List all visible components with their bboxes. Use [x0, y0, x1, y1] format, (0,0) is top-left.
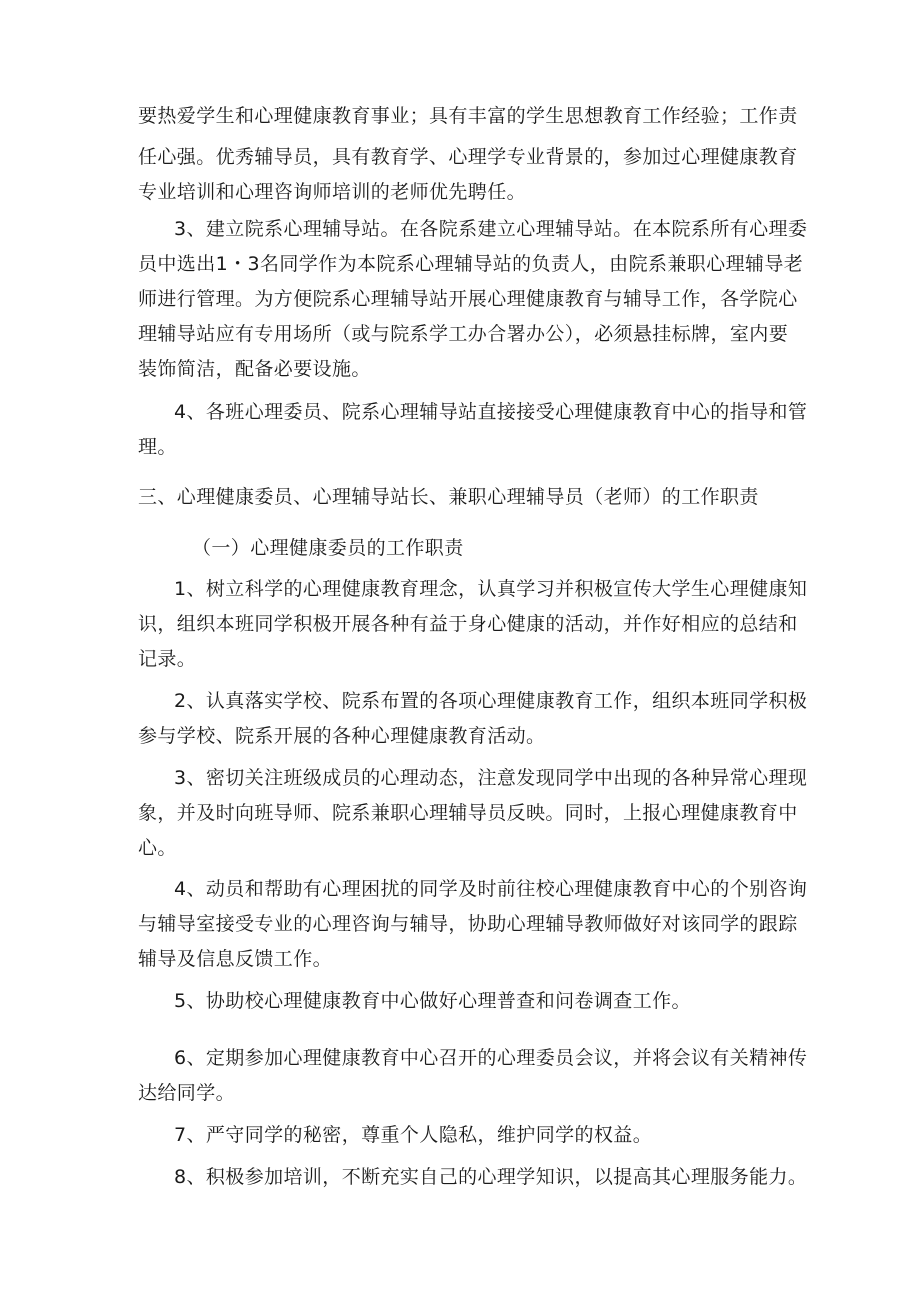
- paragraph-line: 辅导及信息反馈工作。: [138, 948, 333, 970]
- paragraph-line: 要热爱学生和心理健康教育事业；具有丰富的学生思想教育工作经验；工作责: [138, 105, 798, 127]
- paragraph-line: 4、各班心理委员、院系心理辅导站直接接受心理健康教育中心的指导和管: [174, 401, 808, 423]
- paragraph-line: 与辅导室接受专业的心理咨询与辅导，协助心理辅导教师做好对该同学的跟踪: [138, 913, 798, 935]
- paragraph-line: 理辅导站应有专用场所（或与院系学工办合署办公），必须悬挂标牌，室内要: [138, 323, 789, 345]
- paragraph-line: 心。: [138, 837, 177, 859]
- paragraph-line: 理。: [138, 436, 177, 458]
- paragraph-line: 1、树立科学的心理健康教育理念，认真学习并积极宣传大学生心理健康知: [174, 578, 808, 600]
- section-heading: 三、心理健康委员、心理辅导站长、兼职心理辅导员（老师）的工作职责: [138, 486, 759, 508]
- paragraph-line: 参与学校、院系开展的各种心理健康教育活动。: [138, 725, 546, 747]
- paragraph-line: 2、认真落实学校、院系布置的各项心理健康教育工作，组织本班同学积极: [174, 690, 808, 712]
- paragraph-line: 记录。: [138, 648, 197, 670]
- paragraph-line: 专业培训和心理咨询师培训的老师优先聘任。: [138, 181, 527, 203]
- paragraph-line: 师进行管理。为方便院系心理辅导站开展心理健康教育与辅导工作，各学院心: [138, 288, 798, 310]
- paragraph-line: 3、密切关注班级成员的心理动态，注意发现同学中出现的各种异常心理现: [174, 767, 808, 789]
- paragraph-line: 象，并及时向班导师、院系兼职心理辅导员反映。同时，上报心理健康教育中: [138, 802, 798, 824]
- paragraph-line: 7、严守同学的秘密，尊重个人隐私，维护同学的权益。: [174, 1124, 653, 1146]
- paragraph-line: 6、定期参加心理健康教育中心召开的心理委员会议，并将会议有关精神传: [174, 1047, 808, 1069]
- paragraph-line: 达给同学。: [138, 1082, 236, 1104]
- paragraph-line: 3、建立院系心理辅导站。在各院系建立心理辅导站。在本院系所有心理委: [174, 218, 808, 240]
- paragraph-line: 识，组织本班同学积极开展各种有益于身心健康的活动，并作好相应的总结和: [138, 613, 798, 635]
- paragraph-line: 装饰简洁，配备必要设施。: [138, 358, 371, 380]
- subsection-heading: （一）心理健康委员的工作职责: [192, 537, 464, 559]
- paragraph-line: 5、协助校心理健康教育中心做好心理普查和问卷调查工作。: [174, 990, 691, 1012]
- paragraph-line: 员中选出1・3名同学作为本院系心理辅导站的负责人，由院系兼职心理辅导老: [138, 253, 804, 275]
- paragraph-line: 任心强。优秀辅导员，具有教育学、心理学专业背景的，参加过心理健康教育: [138, 146, 798, 168]
- paragraph-line: 8、积极参加培训，不断充实自己的心理学知识，以提高其心理服务能力。: [174, 1166, 808, 1188]
- paragraph-line: 4、动员和帮助有心理困扰的同学及时前往校心理健康教育中心的个别咨询: [174, 878, 808, 900]
